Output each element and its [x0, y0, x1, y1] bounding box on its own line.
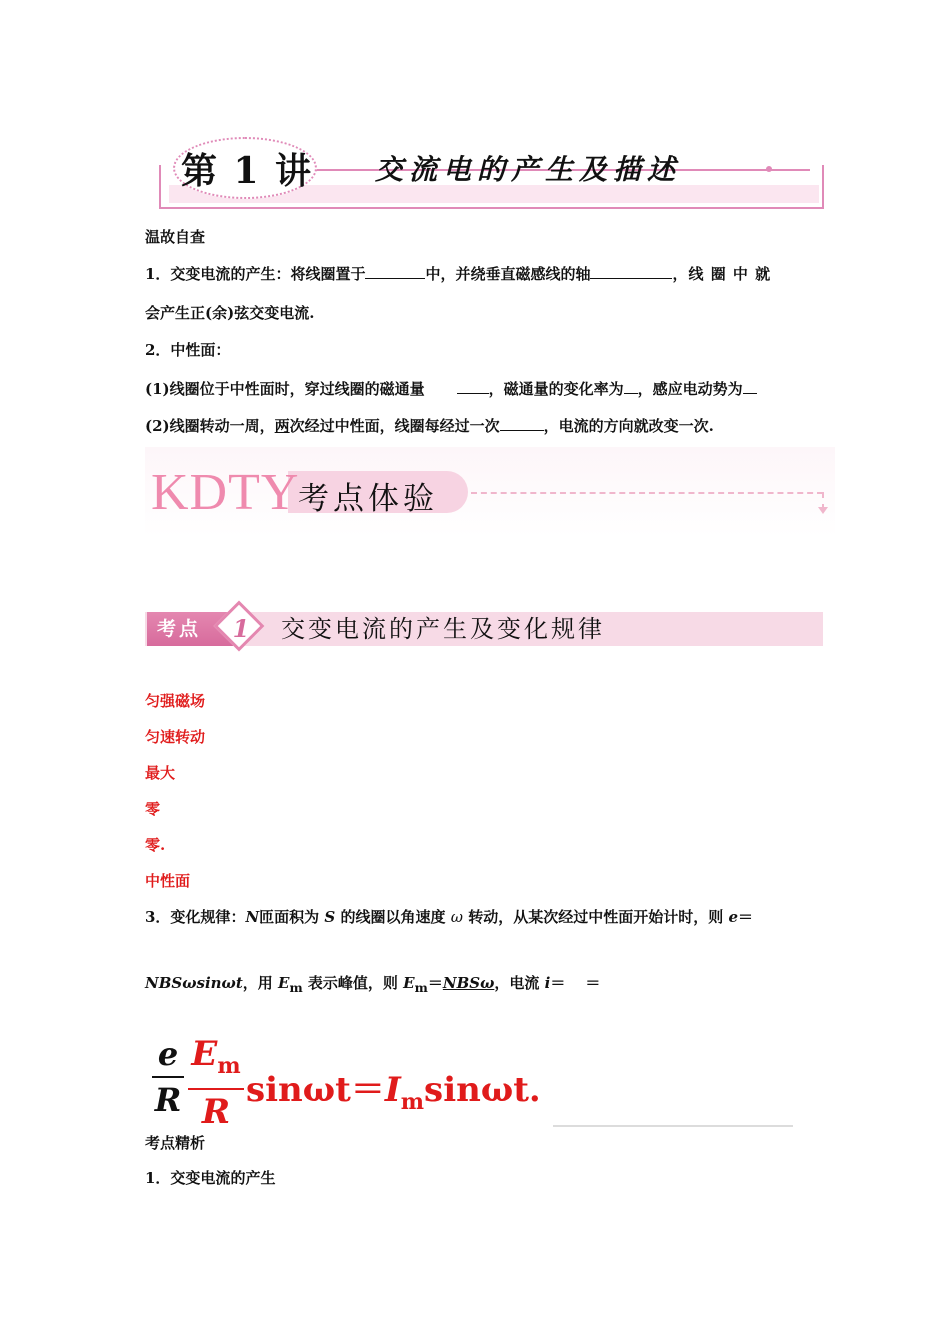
question-2-2 — [145, 414, 714, 436]
q2-1-text-b: ，磁通量的变化率为 — [488, 380, 624, 398]
topic-title: 交变电流的产生及变化规律 — [281, 615, 605, 643]
law-Em-2: E — [403, 974, 415, 992]
law-e: e — [728, 908, 739, 926]
lecture-banner — [155, 133, 825, 213]
down-arrow-icon — [818, 507, 828, 514]
answer-4: 零 — [145, 800, 161, 818]
law-text-c: 的线圈以角速度 — [340, 908, 446, 926]
law-Em: E — [278, 974, 290, 992]
law-eq: ＝ — [738, 908, 754, 926]
fraction-R: R — [154, 1081, 182, 1119]
q1-text-b: 中，并绕垂直磁感线的轴 — [425, 265, 591, 283]
question-1-line-2: 会产生正(余)弦交变电流. — [145, 304, 315, 322]
q1-text-c: ，线 圈 中 就 — [672, 265, 772, 283]
law-omega: ω — [450, 908, 463, 926]
law-eq-4: ＝ — [585, 974, 601, 992]
question-1-line — [145, 262, 771, 284]
q2-2-text-b: 两 — [274, 417, 290, 435]
answer-2: 匀速转动 — [145, 728, 206, 746]
q2-2-text-c: 次经过中性面，线圈每经过一次 — [289, 417, 500, 435]
topic-number: 1 — [232, 614, 250, 643]
q2-2-text-d: ，电流的方向就改变一次. — [543, 417, 714, 435]
topic-banner — [145, 604, 823, 654]
formula-E-sub: m — [217, 1052, 241, 1079]
law-line-2 — [145, 973, 600, 998]
lecture-label: 第 1 讲 — [180, 150, 314, 192]
formula-I-sub: m — [400, 1088, 425, 1115]
fraction-R-2: R — [201, 1091, 231, 1132]
law-expr: NBSωsinωt — [145, 974, 243, 992]
kdty-letters: KDTY — [151, 464, 300, 521]
blank-6 — [500, 414, 544, 431]
analysis-item-1: 1．交变电流的产生 — [145, 1169, 276, 1187]
blank-3 — [457, 377, 489, 394]
analysis-heading: 考点精析 — [145, 1134, 206, 1152]
answer-5: 零. — [145, 836, 166, 854]
law-Em-sub-2: m — [414, 980, 428, 995]
blank-1 — [365, 262, 425, 279]
answer-1: 匀强磁场 — [145, 692, 206, 710]
q1-text-a: 1．交变电流的产生：将线圈置于 — [145, 265, 366, 283]
law-text-f: 表示峰值，则 — [307, 974, 398, 992]
formula-E: E — [191, 1034, 218, 1074]
law-line-1 — [145, 907, 753, 927]
law-nbsw: NBSω — [442, 974, 495, 992]
law-N: N — [245, 908, 260, 926]
divider-line — [553, 1125, 793, 1127]
blank-2 — [590, 262, 672, 279]
blank-4 — [624, 377, 638, 394]
current-formula — [152, 1034, 572, 1132]
topic-tag: 考点 — [147, 612, 233, 646]
kdty-title: 考点体验 — [298, 481, 438, 517]
law-Em-sub: m — [289, 980, 303, 995]
kdty-dashed-line — [471, 492, 823, 494]
formula-eq: ＝ — [350, 1070, 385, 1110]
law-text-e: ，用 — [242, 974, 273, 992]
fraction-bar-2 — [188, 1088, 244, 1090]
q2-2-text-a: (2)线圈转动一周， — [145, 417, 275, 435]
review-heading: 温故自查 — [145, 228, 206, 246]
fraction-e: e — [157, 1035, 179, 1073]
fraction-bar-1 — [152, 1076, 184, 1078]
blank-5 — [743, 377, 757, 394]
law-text-d: 转动，从某次经过中性面开始计时，则 — [468, 908, 724, 926]
formula-sin-1: sinωt — [246, 1070, 351, 1110]
fraction-Em — [188, 1034, 244, 1086]
formula-sin-2: sinωt. — [424, 1070, 541, 1110]
law-text-a: 3．变化规律： — [145, 908, 246, 926]
kdty-banner — [145, 447, 835, 537]
formula-rest — [246, 1062, 541, 1115]
q2-1-text-c: ，感应电动势为 — [637, 380, 743, 398]
lecture-title: 交流电的产生及描述 — [375, 153, 682, 186]
formula-I: I — [384, 1070, 401, 1110]
banner-dot — [766, 166, 772, 172]
answer-6: 中性面 — [145, 872, 191, 890]
question-2: 2．中性面： — [145, 341, 231, 359]
question-2-1 — [145, 377, 757, 399]
law-eq-2: ＝ — [427, 974, 443, 992]
q2-1-text-a: (1)线圈位于中性面时，穿过线圈的磁通量 — [145, 380, 425, 398]
answer-3: 最大 — [145, 764, 176, 782]
law-text-b: 匝面积为 — [259, 908, 320, 926]
fraction-Em-over-R — [188, 1034, 244, 1132]
law-text-g: ，电流 — [494, 974, 540, 992]
law-i: i — [544, 974, 551, 992]
law-eq-3: ＝ — [550, 974, 566, 992]
fraction-e-over-R — [152, 1034, 184, 1120]
law-S: S — [324, 908, 336, 926]
